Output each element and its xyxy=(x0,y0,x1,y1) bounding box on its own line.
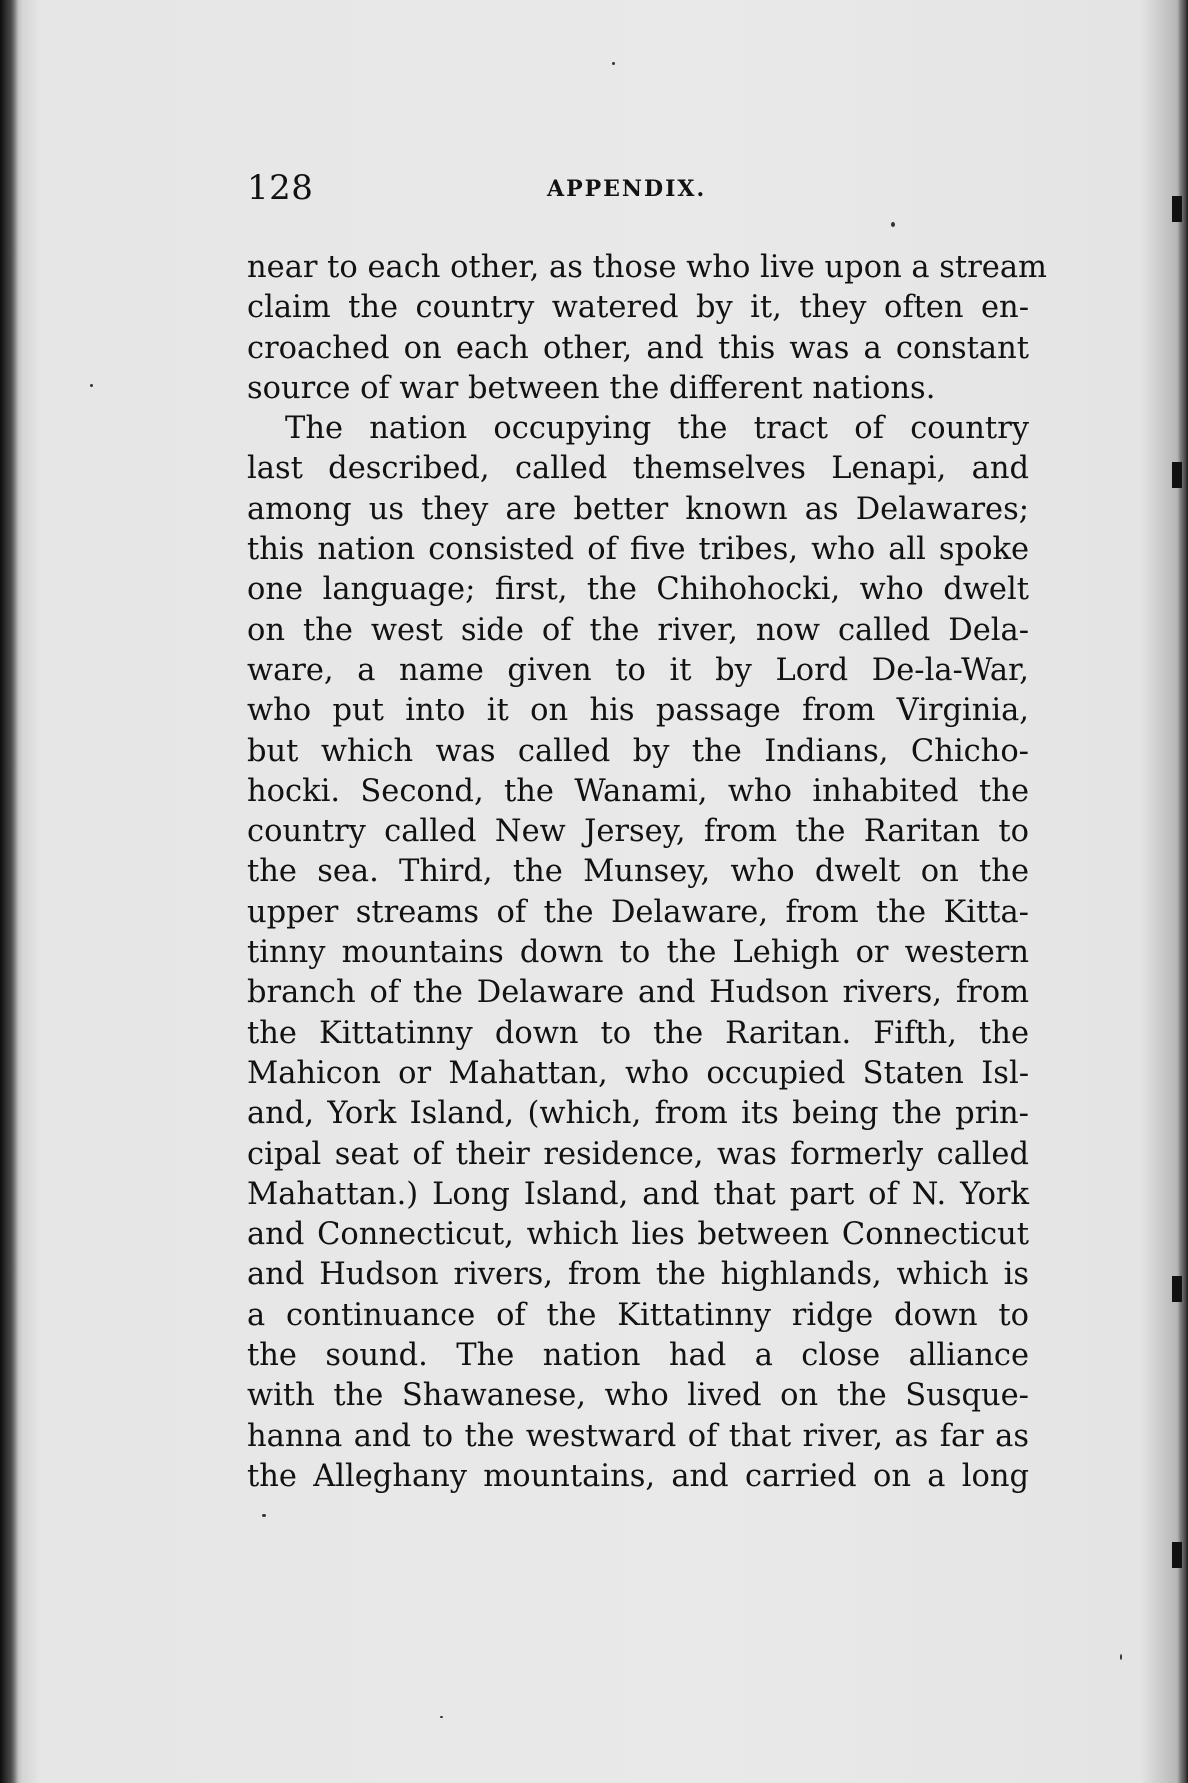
text-line: who put into it on his passage from Virginia, xyxy=(247,693,1029,729)
text-line: and Hudson rivers, from the highlands, which is xyxy=(247,1257,1029,1293)
text-line: Mahattan.) Long Island, and that part of N. York xyxy=(247,1176,1029,1212)
text-line: ware, a name given to it by Lord De-la-War, xyxy=(247,652,1029,688)
text-line: upper streams of the Delaware, from the Kitta- xyxy=(247,894,1029,930)
body-text xyxy=(247,248,1047,1497)
paragraph xyxy=(247,248,1047,409)
binding-mark xyxy=(1172,1542,1182,1568)
paragraph xyxy=(247,409,1029,1497)
text-line: but which was called by the Indians, Chicho- xyxy=(247,733,1029,769)
text-line: tinny mountains down to the Lehigh or western xyxy=(247,935,1029,971)
text-line: the sound. The nation had a close alliance xyxy=(247,1338,1029,1374)
text-line: on the west side of the river, now called Dela- xyxy=(247,612,1029,648)
running-title: APPENDIX. xyxy=(547,176,707,202)
text-line: this nation consisted of five tribes, who all spoke xyxy=(247,532,1029,568)
text-line: the Kittatinny down to the Raritan. Fifth, the xyxy=(247,1015,1029,1051)
text-line: one language; first, the Chihohocki, who dwelt xyxy=(247,572,1029,608)
book-gutter-shadow xyxy=(0,0,18,1783)
text-line: last described, called themselves Lenapi, and xyxy=(247,451,1029,487)
text-line: the Alleghany mountains, and carried on a long xyxy=(247,1458,1029,1494)
page-edge-shadow xyxy=(1178,0,1188,1783)
text-line: claim the country watered by it, they often en- xyxy=(247,290,1029,326)
text-line: near to each other, as those who live upon a stream xyxy=(247,250,1047,285)
text-line: cipal seat of their residence, was formerly called xyxy=(247,1136,1029,1172)
text-line: and, York Island, (which, from its being the prin- xyxy=(247,1096,1029,1132)
text-line: among us they are better known as Delawares; xyxy=(247,491,1029,527)
binding-mark xyxy=(1172,196,1182,222)
text-line: branch of the Delaware and Hudson rivers, from xyxy=(247,975,1029,1011)
text-line: and Connecticut, which lies between Connecticut xyxy=(247,1217,1029,1253)
text-line: Mahicon or Mahattan, who occupied Staten Isl- xyxy=(247,1055,1029,1091)
text-line: a continuance of the Kittatinny ridge down to xyxy=(247,1297,1029,1333)
book-page xyxy=(40,0,1170,1783)
binding-mark xyxy=(1172,1276,1182,1302)
text-line: croached on each other, and this was a constant xyxy=(247,330,1029,366)
text-line: hanna and to the westward of that river, as far as xyxy=(247,1418,1029,1454)
text-line: source of war between the different nations. xyxy=(247,370,936,406)
text-line: country called New Jersey, from the Raritan to xyxy=(247,814,1029,850)
text-line: The nation occupying the tract of country xyxy=(285,411,1029,447)
text-line: hocki. Second, the Wanami, who inhabited the xyxy=(247,773,1029,809)
page-number: 128 xyxy=(247,168,314,208)
running-head xyxy=(247,168,767,208)
text-line: the sea. Third, the Munsey, who dwelt on the xyxy=(247,854,1029,890)
binding-mark xyxy=(1172,462,1182,488)
text-line: with the Shawanese, who lived on the Susque- xyxy=(247,1378,1029,1414)
